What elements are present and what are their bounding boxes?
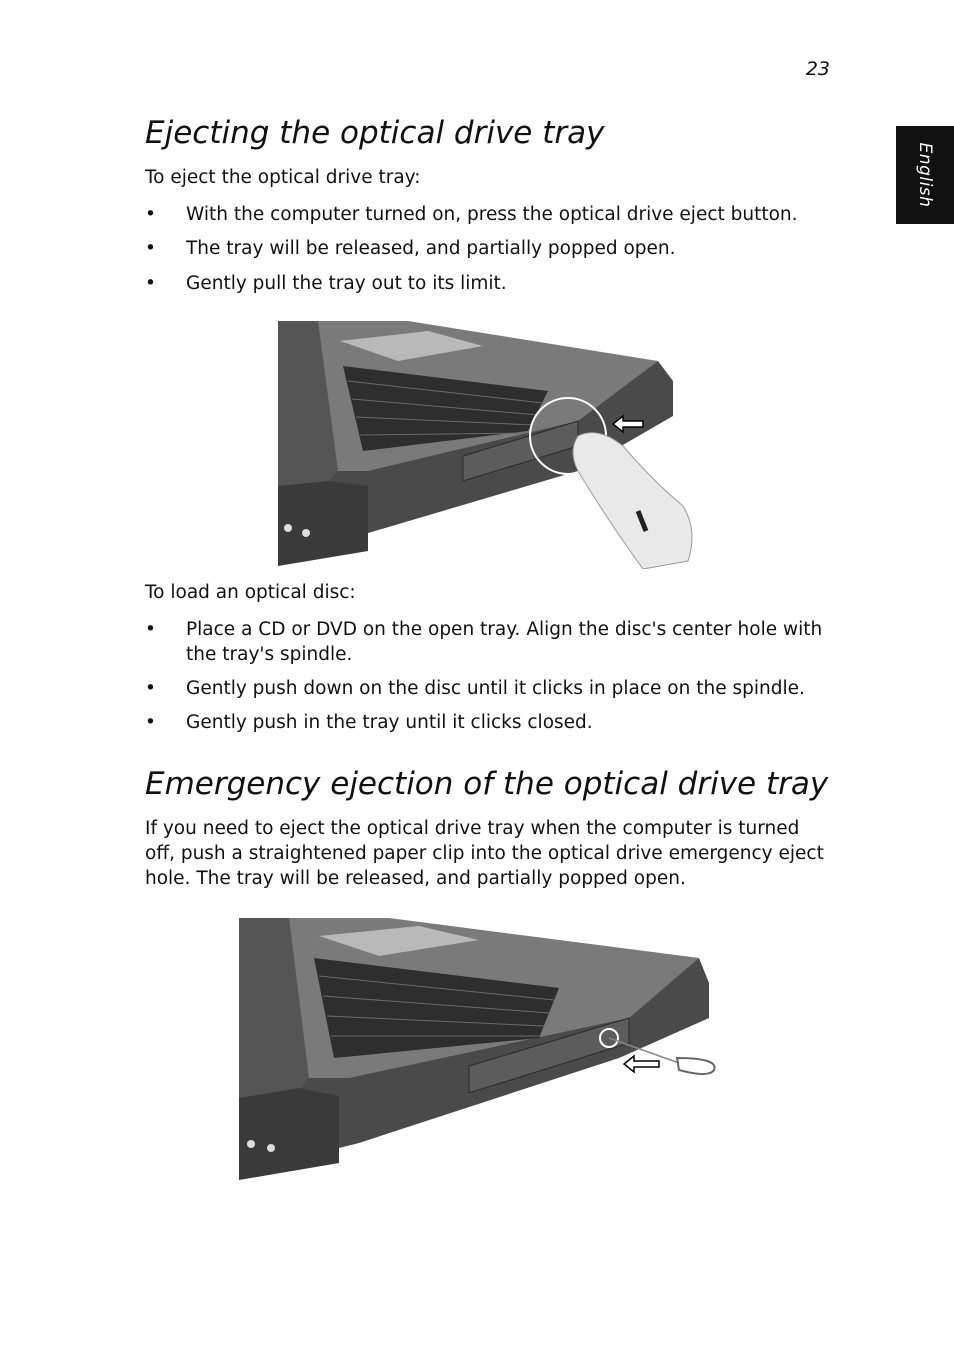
load-steps-list xyxy=(145,617,835,735)
section-heading-emergency: Emergency ejection of the optical drive tray xyxy=(145,766,829,802)
list-item: • Gently pull the tray out to its limit. xyxy=(145,271,845,296)
language-tab-label: English xyxy=(915,142,935,208)
list-item: • The tray will be released, and partially popped open. xyxy=(145,236,845,261)
eject-steps-list xyxy=(145,202,845,296)
list-item: • Place a CD or DVD on the open tray. Align the disc's center hole with the tray's spindle. xyxy=(145,617,835,667)
language-tab xyxy=(896,126,954,224)
page-number: 23 xyxy=(805,58,830,80)
list-item: • Gently push down on the disc until it clicks in place on the spindle. xyxy=(145,676,835,701)
section-heading-ejecting: Ejecting the optical drive tray xyxy=(145,115,605,151)
load-intro: To load an optical disc: xyxy=(145,582,356,603)
list-item: • Gently push in the tray until it clicks closed. xyxy=(145,710,835,735)
eject-intro: To eject the optical drive tray: xyxy=(145,167,421,188)
eject-button-illustration xyxy=(278,321,698,569)
list-item: • With the computer turned on, press the optical drive eject button. xyxy=(145,202,845,227)
emergency-eject-illustration xyxy=(239,918,739,1186)
emergency-body: If you need to eject the optical drive tray when the computer is turned off, push a straightened paper clip into the optical drive emergency eject hole. The tray will be released, and partially popped open. xyxy=(145,818,824,889)
